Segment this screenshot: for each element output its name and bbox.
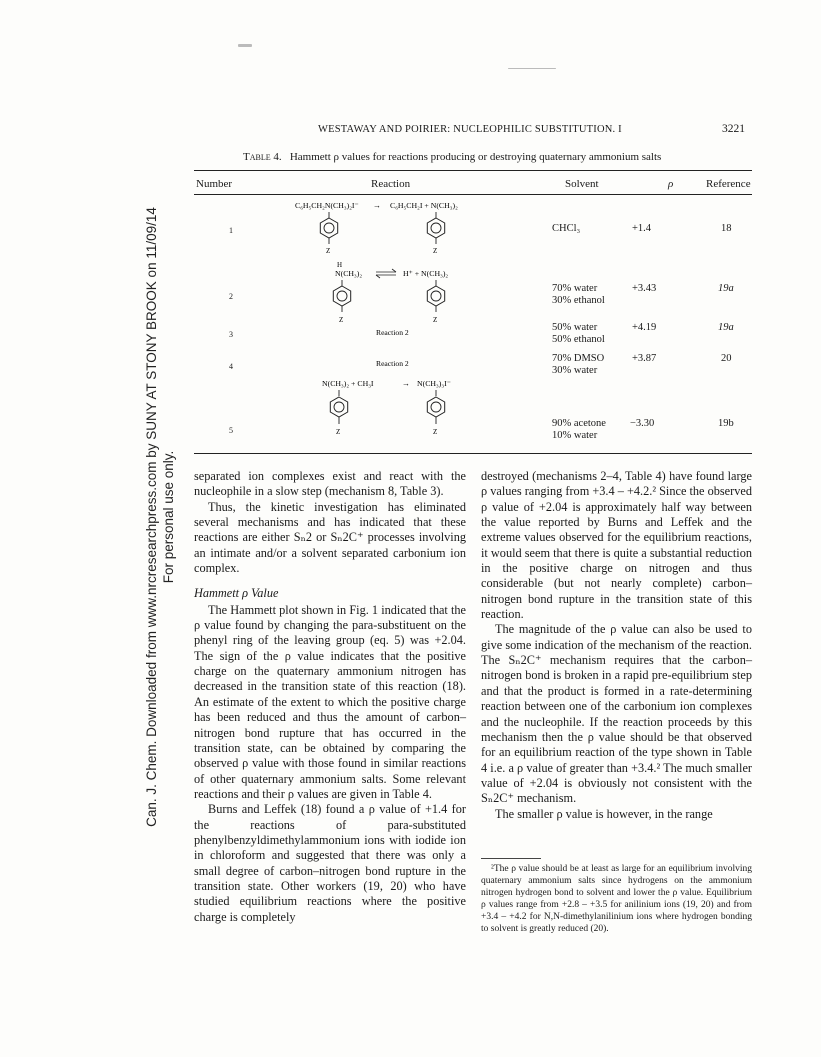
row-number: 4 (229, 362, 233, 371)
paragraph: separated ion complexes exist and react with the nucleophile in a slow step (mechanism 8, Table 3). (194, 469, 466, 499)
solvent-cell (552, 353, 604, 377)
reaction4-text: Reaction 2 (376, 359, 409, 368)
rho-cell: +1.4 (632, 223, 652, 234)
reference-cell: 18 (721, 223, 732, 234)
solvent-line: 30% ethanol (552, 295, 605, 306)
table-bottom-rule (194, 453, 752, 454)
reaction1-lhs: C₆H₅CH₂N(CH₃)₂I⁻ (295, 201, 359, 210)
paragraph: The magnitude of the ρ value can also be used to give some indication of the mechanism of the reaction. The Sₙ2C⁺ mechanism requires that the carbon–nitrogen bond is broken in a rapid pre-equilibrium step and that the product is formed in a rate-determining reaction between one of the carbonium ion complexes and the nucleophile. If the reaction proceeds by this mechanism then the ρ value should be that observed for an equilibrium reaction of the type shown in Table 4 i.e. a ρ value of greater than +3.4.² The much smaller value of +2.04 is obviously not consistent with the Sₙ2C⁺ mechanism. (481, 622, 752, 806)
left-column (194, 469, 466, 925)
footnote-rule (481, 858, 541, 859)
table-header-rule (194, 194, 752, 195)
reaction1-rhs: C₆H₅CH₂I + N(CH₃)₂ (390, 201, 458, 210)
solvent-cell (552, 322, 605, 346)
reaction5-rhs: N(CH₃)₃I⁻ (417, 379, 451, 388)
rho-cell: +3.43 (632, 283, 657, 294)
solvent-line: 10% water (552, 430, 598, 441)
reaction1-arrow: → (373, 201, 381, 210)
reference-cell: 19b (718, 418, 734, 429)
reaction-schemes (280, 196, 520, 452)
paragraph: Thus, the kinetic investigation has eliminated several mechanisms and has indicated that these reactions are either Sₙ2 or Sₙ2C⁺ processes involving an intimate and/or a solvent separated carbonium ion complex. (194, 499, 466, 576)
reaction5-arrow: → (402, 379, 410, 388)
solvent-line: 50% ethanol (552, 334, 605, 345)
paragraph: The smaller ρ value is however, in the range (495, 806, 713, 821)
download-stamp (143, 137, 177, 897)
footnote-text: ²The ρ value should be at least as large for an equilibrium involving quaternary ammonium salts since hydrogens on the ammonium nitrogen hydrogen bond to solvent and lower the ρ value. Equilibrium ρ values range from +2.8 – +3.5 for anilinium ions (19, 20) and from +3.4 – +4.2 for N,N-dimethylanilinium ions where hydrogen bonding to solvent is greatly reduced (20). (481, 864, 752, 934)
col-header-solvent: Solvent (565, 178, 599, 190)
running-head: WESTAWAY AND POIRIER: NUCLEOPHILIC SUBSTITUTION. I (318, 124, 622, 135)
solvent-cell (552, 418, 606, 442)
download-stamp-line1: Can. J. Chem. Downloaded from www.nrcresearchpress.com by SUNY AT STONY BROOK on 11/09/14 (144, 207, 159, 827)
footnote (481, 863, 752, 935)
row-number: 2 (229, 292, 233, 301)
solvent-cell (552, 223, 580, 235)
solvent-line: 30% water (552, 365, 598, 376)
reference-cell: 19a (718, 322, 734, 333)
section-heading: Hammett ρ Value (194, 586, 279, 601)
row-number: 5 (229, 426, 233, 435)
reaction2-lhs-h: H (337, 261, 343, 269)
substituent-z: Z (433, 247, 438, 255)
paragraph: The Hammett plot shown in Fig. 1 indicated that the ρ value found by changing the para-substituent on the phenyl ring of the leaving group (eq. 5) was +2.04. The sign of the ρ value indicates that the positive charge on the quaternary ammonium nitrogen has decreased in the transition state of this reaction (18). An estimate of the extent to which the positive charge has been reduced and thus the amount of carbon–nitrogen bond rupture that has occurred in the transition state, can be obtained by comparing the observed ρ value with those found in similar reactions of other quaternary ammonium salts. Some relevant reactions and their ρ values are given in Table 4. (194, 602, 466, 801)
rho-cell: +4.19 (632, 322, 657, 333)
scan-speck (238, 44, 252, 47)
rho-cell: +3.87 (632, 353, 657, 364)
solvent-line: 90% acetone (552, 418, 606, 429)
table-caption (243, 151, 661, 163)
solvent-line: 50% water (552, 322, 598, 333)
reference-cell: 19a (718, 283, 734, 294)
solvent-line: 70% DMSO (552, 353, 605, 364)
solvent-line: 70% water (552, 283, 598, 294)
table-top-rule (194, 170, 752, 171)
right-column (481, 469, 752, 822)
substituent-z: Z (433, 316, 438, 324)
substituent-z: Z (433, 428, 438, 436)
row-number: 3 (229, 330, 233, 339)
substituent-z: Z (336, 428, 341, 436)
scan-speck (508, 68, 556, 69)
table-label: Table 4. (243, 151, 282, 163)
reaction5-lhs: N(CH₃)₂ + CH₃I (322, 379, 374, 388)
row-number: 1 (229, 226, 233, 235)
paragraph: Burns and Leffek (18) found a ρ value of +1.4 for the reactions of para-substituted phenylbenzyldimethylammonium ions with iodide ion in chloroform and suggested that there was only a small degree of carbon–nitrogen bond rupture in the transition state. Other workers (19, 20) who have studied equilibrium reactions where the positive charge is completely (194, 802, 466, 924)
col-header-reference: Reference (706, 178, 751, 190)
solvent-line: CHCl₃ (552, 223, 581, 234)
substituent-z: Z (339, 316, 344, 324)
reference-cell: 20 (721, 353, 732, 364)
page-number: 3221 (722, 123, 745, 135)
paragraph: destroyed (mechanisms 2–4, Table 4) have found large ρ values ranging from +3.4 – +4.2.² Since the observed ρ value of +2.04 is approximately half way between the value reported by Burns and Leffek and the extreme values observed for the equilibrium reactions, it would seem that there is quite a substantial reduction in the positive charge on nitrogen and thus considerable (but not nearly complete) carbon–nitrogen bond rupture in the transition state of this reaction. (481, 469, 752, 622)
rho-cell: −3.30 (630, 418, 655, 429)
col-header-number: Number (196, 178, 233, 190)
download-stamp-line2: For personal use only. (161, 450, 176, 584)
col-header-rho: ρ (668, 178, 674, 190)
substituent-z: Z (326, 247, 331, 255)
solvent-cell (552, 283, 605, 307)
table-caption-text: Hammett ρ values for reactions producing or destroying quaternary ammonium salts (289, 151, 662, 163)
reaction2-rhs: H⁺ + N(CH₃)₂ (403, 269, 449, 278)
col-header-reaction: Reaction (371, 178, 411, 190)
reaction2-lhs: N(CH₃)₂ (335, 269, 363, 278)
reaction3-text: Reaction 2 (376, 328, 409, 337)
